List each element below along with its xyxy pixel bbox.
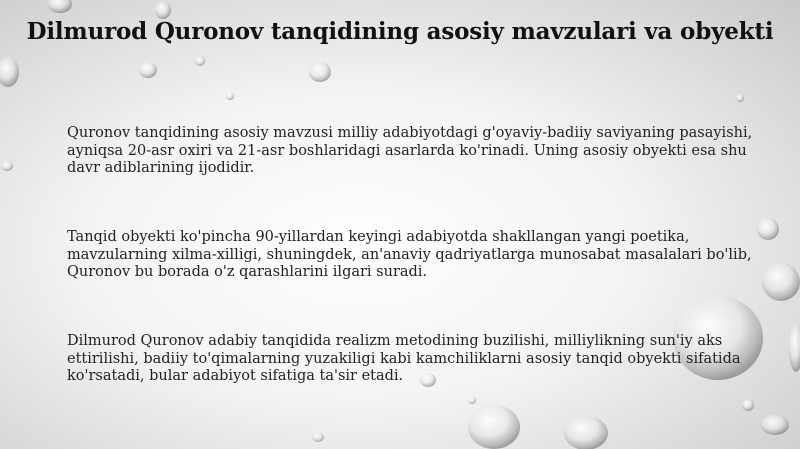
- droplet: [468, 405, 520, 449]
- droplet: [564, 416, 608, 449]
- droplet: [312, 432, 324, 442]
- droplet: [139, 62, 157, 78]
- droplet: [761, 415, 789, 435]
- droplet: [155, 1, 171, 19]
- droplet: [309, 62, 331, 82]
- droplet: [1, 161, 13, 171]
- droplet: [789, 324, 800, 372]
- droplet: [195, 56, 205, 66]
- paragraph-critique-object: Tanqid obyekti ko'pincha 90-yillardan keyingi adabiyotda shakllangan yangi poetika, mavzularning xilma-xilligi, shuningdek, an'anaviy qadriyatlarga munosabat masalalari bo'lib, Quronov bu borada o'z qarashlarini ilgari suradi.: [67, 229, 752, 280]
- paragraph-main-theme: Quronov tanqidining asosiy mavzusi milliy adabiyotdagi g'oyaviy-badiiy saviyaning pasayishi, ayniqsa 20-asr oxiri va 21-asr boshlaridagi asarlarda ko'rinadi. Uning asosiy obyekti esa shu davr adiblarining ijodidir.: [67, 125, 753, 176]
- droplet: [48, 0, 72, 13]
- paragraph-shortcomings: Dilmurod Quronov adabiy tanqidida realizm metodining buzilishi, milliylikning sun'iy aks ettirilishi, badiiy to'qimalarning yuzakiligi kabi kamchiliklarni asosiy tanqid obyekti sifatida ko'rsatadi, bular adabiyot sifatiga ta'sir etadi.: [67, 333, 741, 384]
- droplet: [742, 399, 754, 411]
- slide-title: Dilmurod Quronov tanqidining asosiy mavzulari va obyekti: [26, 18, 774, 45]
- droplet: [468, 396, 476, 404]
- droplet: [762, 263, 800, 301]
- droplet: [226, 92, 234, 100]
- droplet: [736, 94, 744, 102]
- droplet: [0, 57, 19, 87]
